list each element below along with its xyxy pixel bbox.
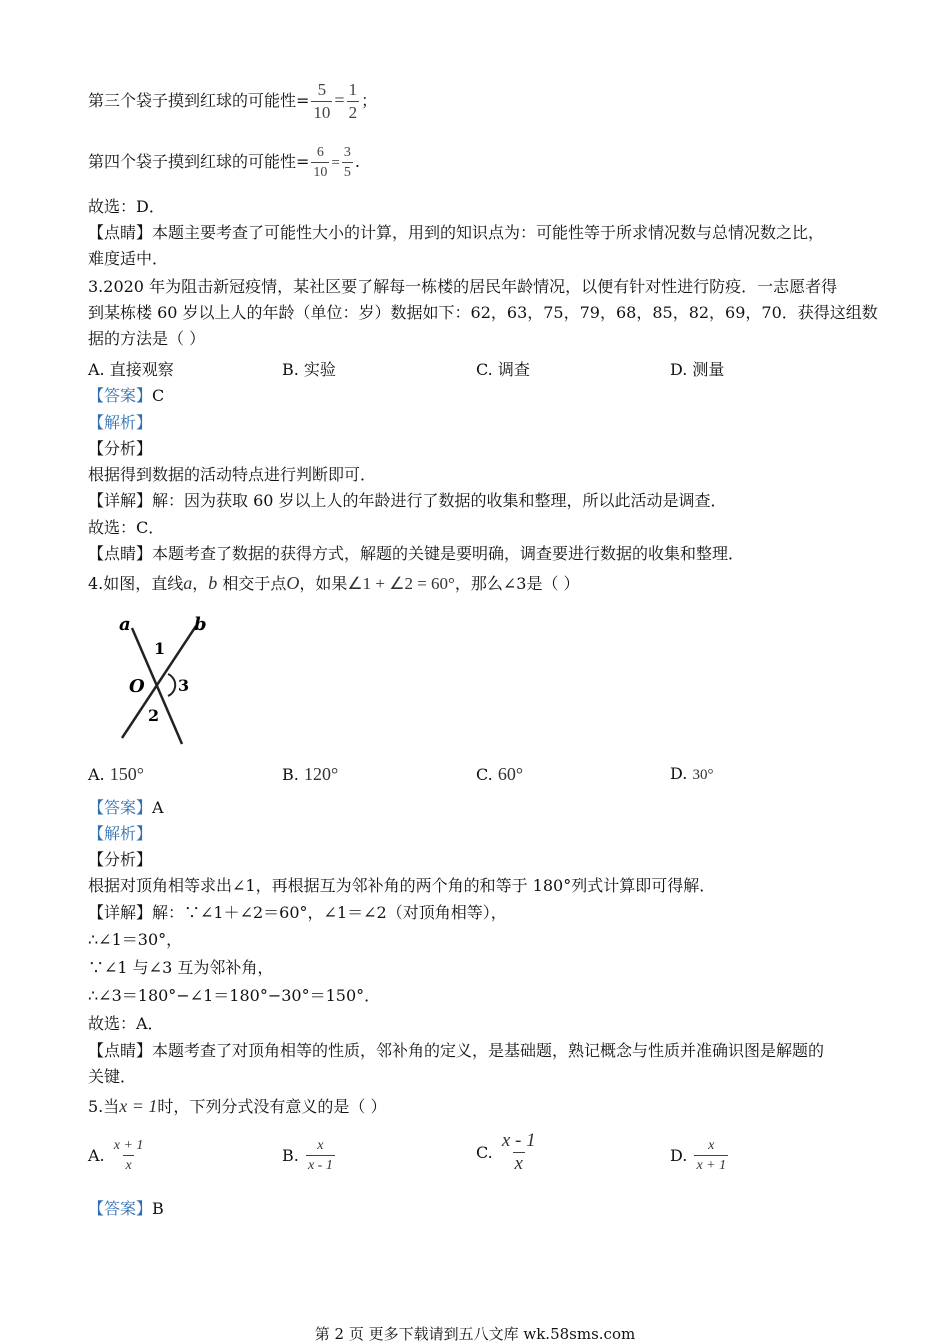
- q3-stem-3: 据的方法是（ ）: [88, 329, 206, 348]
- option-letter: C.: [476, 765, 498, 784]
- numerator: 6: [316, 145, 324, 160]
- q3-option-b: B. 实验: [282, 360, 336, 379]
- q5-option-b: [282, 1137, 337, 1174]
- label-b: b: [194, 614, 207, 635]
- option-letter: B.: [282, 1146, 304, 1165]
- denominator: x + 1: [694, 1155, 728, 1174]
- q4-detail-1: 【详解】解：∵∠1＋∠2＝60°，∠1＝∠2（对顶角相等），: [88, 903, 507, 922]
- q3-stem-2: 到某栋楼 60 岁以上人的年龄（单位：岁）数据如下：62，63，75，79，68，85，82，69，70．获得这组数: [88, 303, 878, 322]
- q5-option-c: [476, 1131, 540, 1174]
- intersecting-lines-figure: [110, 610, 220, 750]
- prob-line-bag4: [88, 144, 360, 181]
- label-o: O: [129, 676, 145, 697]
- q3-fenxi-text: 根据得到数据的活动特点进行判断即可．: [88, 465, 377, 484]
- q4-dianjing-1: 【点睛】本题考查了对顶角相等的性质，邻补角的定义，是基础题，熟记概念与性质并准确识图是解题的: [88, 1041, 825, 1060]
- q4-stem-text: ，如果: [299, 574, 348, 593]
- option-letter: C.: [476, 1143, 498, 1162]
- numerator: x + 1: [113, 1138, 144, 1153]
- denominator: 2: [348, 103, 358, 122]
- fraction: [112, 1137, 146, 1174]
- q3-analysis-tag: 【解析】: [88, 413, 153, 432]
- dianjing-text: 本题主要考查了可能性大小的计算，用到的知识点为：可能性等于所求情况数与总情况数之比，: [152, 223, 825, 242]
- fraction: [500, 1131, 538, 1174]
- q3-option-a: A. 直接观察: [88, 360, 174, 379]
- choose-d: 故选：D．: [88, 197, 165, 216]
- equals-sign: =: [334, 90, 345, 110]
- prob-text: 第三个袋子摸到红球的可能性=: [88, 91, 310, 110]
- q5-stem-text: 时，下列分式没有意义的是（ ）: [157, 1097, 387, 1116]
- q5-option-d: [670, 1137, 730, 1174]
- q4-detail-2: ∴∠1＝30°，: [88, 930, 183, 949]
- q4-option-b: [282, 764, 338, 785]
- label-3: 3: [178, 676, 190, 695]
- q5-condition: x = 1: [119, 1096, 158, 1116]
- q4-fenxi-text: 根据对顶角相等求出∠1，再根据互为邻补角的两个角的和等于 180°列式计算即可得解．: [88, 876, 716, 895]
- q4-option-a: [88, 764, 144, 785]
- q4-stem-text: 4.如图，直线: [88, 574, 184, 593]
- var-a: a: [183, 573, 193, 593]
- dianjing-q2-cont: 难度适中．: [88, 249, 169, 268]
- q4-detail-4: ∴∠3＝180°−∠1＝180°−30°＝150°．: [88, 986, 381, 1005]
- q3-fenxi-tag: 【分析】: [88, 439, 153, 458]
- fraction: [311, 80, 332, 123]
- answer-tag: 【答案】: [88, 386, 153, 405]
- numerator: 5: [317, 80, 327, 99]
- q4-fenxi-tag: 【分析】: [88, 850, 153, 869]
- fraction: [342, 144, 353, 181]
- numerator: x: [708, 1138, 715, 1153]
- denominator: x: [123, 1155, 133, 1174]
- q3-option-c: C. 调查: [476, 360, 530, 379]
- option-letter: B.: [282, 765, 304, 784]
- dianjing-q2: [88, 222, 824, 244]
- option-letter: A.: [88, 1146, 110, 1165]
- q4-option-c: [476, 764, 523, 785]
- answer-value: B: [152, 1199, 164, 1218]
- denominator: 10: [313, 103, 331, 122]
- angle-arc-3: [168, 674, 175, 696]
- option-letter: D.: [670, 1146, 693, 1165]
- q4-dianjing-2: 关键．: [88, 1067, 137, 1086]
- q4-stem-text: ，那么∠3是（ ）: [454, 574, 580, 593]
- answer-value: A: [152, 798, 164, 817]
- q5-stem: [88, 1095, 387, 1118]
- label-1: 1: [154, 639, 166, 658]
- fraction: [311, 144, 329, 181]
- prob-text: 第四个袋子摸到红球的可能性=: [88, 152, 310, 171]
- answer-tag: 【答案】: [88, 798, 153, 817]
- option-value: 150°: [109, 764, 144, 784]
- var-b: b: [208, 573, 218, 593]
- fraction: [306, 1137, 335, 1174]
- q4-detail-3: ∵∠1 与∠3 互为邻补角，: [88, 958, 274, 977]
- numerator: 1: [348, 80, 358, 99]
- numerator: 3: [343, 145, 351, 160]
- option-value: 120°: [303, 764, 339, 784]
- q4-stem: [88, 572, 580, 595]
- q3-choose: 故选：C．: [88, 518, 165, 537]
- dianjing-tag: 【点睛】: [88, 223, 153, 242]
- punct: ；: [361, 91, 378, 110]
- denominator: x - 1: [306, 1155, 335, 1174]
- q4-condition: ∠1 + ∠2 = 60°: [347, 574, 455, 593]
- sep: ，: [192, 574, 209, 593]
- q4-choose: 故选：A．: [88, 1014, 164, 1033]
- option-letter: D.: [670, 764, 693, 783]
- page-footer: 第 2 页 更多下载请到五八文库 wk.58sms.com: [314, 1325, 636, 1343]
- q4-answer: [88, 797, 164, 819]
- q4-analysis-tag: 【解析】: [88, 824, 153, 843]
- q3-option-d: D. 测量: [670, 360, 725, 379]
- denominator: 5: [342, 162, 353, 181]
- fraction: [694, 1137, 728, 1174]
- q3-stem-1: 3.2020 年为阻击新冠疫情，某社区要了解每一栋楼的居民年龄情况，以便有针对性进行防疫．一志愿者得: [88, 277, 838, 296]
- q5-stem-text: 5.当: [88, 1097, 120, 1116]
- denominator: 10: [311, 162, 329, 181]
- numerator: x: [317, 1138, 324, 1153]
- option-value: 60°: [497, 764, 524, 784]
- prob-line-bag3: [88, 80, 377, 123]
- option-value: 30°: [692, 767, 714, 783]
- q3-detail: 【详解】解：因为获取 60 岁以上人的年龄进行了数据的收集和整理，所以此活动是调查．: [88, 491, 727, 510]
- punct: .: [354, 152, 360, 171]
- q3-dianjing: 【点睛】本题考查了数据的获得方式，解题的关键是要明确，调查要进行数据的收集和整理．: [88, 544, 745, 563]
- numerator: x - 1: [501, 1130, 536, 1151]
- q4-option-d: [670, 764, 713, 784]
- denominator: x: [514, 1153, 523, 1174]
- equals-sign: =: [331, 155, 340, 171]
- var-o: O: [286, 573, 300, 593]
- answer-tag: 【答案】: [88, 1199, 153, 1218]
- answer-value: C: [152, 386, 165, 405]
- option-letter: A.: [88, 765, 110, 784]
- q4-stem-text: 相交于点: [217, 574, 287, 593]
- q3-answer: [88, 385, 164, 407]
- label-2: 2: [148, 706, 160, 725]
- label-a: a: [119, 614, 131, 635]
- q5-option-a: [88, 1137, 147, 1174]
- fraction: [347, 80, 360, 123]
- q5-answer: [88, 1198, 164, 1220]
